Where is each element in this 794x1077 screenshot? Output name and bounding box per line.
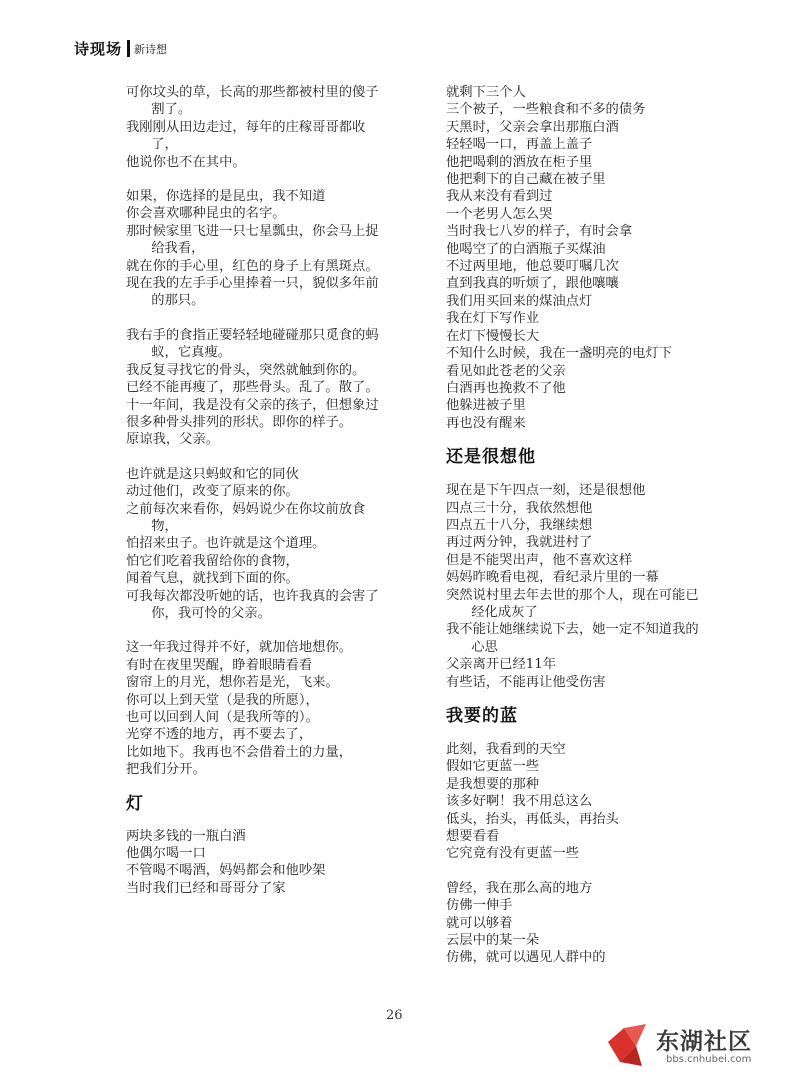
poem-line: 突然说村里去年去世的那个人，现在可能已经化成灰了 (446, 587, 699, 620)
poem-line: 闻着气息，就找到下面的你。 (126, 571, 299, 587)
poem-line: 云层中的某一朵 (446, 933, 540, 949)
poem-line: 他说你也不在其中。 (126, 154, 246, 170)
poem-line: 它究竟有没有更蓝一些 (446, 846, 579, 862)
watermark-text: 东湖社区 (656, 1029, 752, 1055)
poem-line: 四点三十分，我依然想他 (446, 500, 593, 516)
poem-line: 两块多钱的一瓶白酒 (126, 828, 246, 844)
poem-line: 直到我真的听烦了，跟他嚷嚷 (446, 276, 619, 292)
poem-line: 就在你的手心里，红色的身子上有黑斑点。 (126, 258, 379, 274)
poem-line: 白酒再也挽救不了他 (446, 380, 566, 396)
poem-line: 他躲进被子里 (446, 398, 526, 414)
poem-line: 我们用买回来的煤油点灯 (446, 293, 593, 309)
poem-line: 他把喝剩的酒放在柜子里 (446, 154, 593, 170)
watermark-logo-icon (606, 1022, 656, 1068)
poem-line: 怕招来虫子。也许就是这个道理。 (126, 536, 326, 552)
poem-line: 曾经，我在那么高的地方 (446, 880, 593, 896)
poem-line: 看见如此苍老的父亲 (446, 363, 566, 379)
poem-deng-lines (126, 828, 382, 898)
poem-line: 当时我们已经和哥哥分了家 (126, 880, 286, 896)
poem-title-lan: 我要的蓝 (446, 706, 518, 726)
poem-line: 此刻，我看到的天空 (446, 742, 566, 757)
poem-line: 再过两分钟，我就进村了 (446, 535, 593, 551)
poem-line: 父亲离开已经11年 (446, 657, 556, 673)
poem-xiang-lines (446, 482, 706, 691)
poem-line: 假如它更蓝一些 (446, 759, 540, 775)
page-number: 26 (386, 1008, 403, 1023)
poem-line: 三个被子，一些粮食和不多的债务 (446, 102, 646, 118)
poem-line: 怕它们吃着我留给你的食物， (126, 553, 299, 569)
poem-line: 轻轻喝一口，再盖上盖子 (446, 137, 593, 153)
poem-title-xiang: 还是很想他 (446, 447, 536, 468)
poem-line: 低头，抬头，再低头，再抬头 (446, 811, 619, 827)
poem-line: 可你坟头的草，长高的那些都被村里的傻子割了。 (126, 85, 379, 118)
poem-line: 窗帘上的月光，想你若是光，飞来。 (126, 675, 339, 691)
poem-title-deng: 灯 (126, 793, 144, 814)
poem-line: 可我每次都没听她的话，也许我真的会害了你，我可怜的父亲。 (126, 588, 379, 621)
poem-line: 就剩下三个人 (446, 85, 526, 100)
poem-line: 有时在夜里哭醒，睁着眼睛看看 (126, 657, 313, 673)
poem-line: 我从来没有看到过 (446, 189, 553, 205)
left-column (126, 84, 382, 897)
poem-line: 很多种骨头排列的形状。即你的样子。 (126, 414, 353, 430)
poem-line: 他把剩下的自己藏在被子里 (446, 172, 606, 188)
poem-line: 再也没有醒来 (446, 415, 526, 431)
stanza-break (126, 171, 382, 188)
poem-line: 那时候家里飞进一只七星瓢虫，你会马上捉给我看， (126, 223, 379, 257)
poem-line: 不过两里地，他总要叮嘱几次 (446, 259, 619, 275)
poem-line: 你可以上到天堂（是我的所愿）， (126, 692, 319, 708)
page-header (74, 38, 167, 59)
poem-lan-lines (446, 741, 706, 967)
poem-line: 原谅我，父亲。 (126, 432, 220, 448)
stanza-break (126, 310, 382, 327)
poem-line: 现在我的左手手心里捧着一只，貌似多年前的那只。 (126, 276, 379, 309)
watermark (606, 1020, 776, 1070)
poem-line: 十一年间，我是没有父亲的孩子，但想象过 (126, 397, 379, 413)
poem-line: 当时我七八岁的样子，有时会拿 (446, 224, 633, 240)
poem-line: 我反复寻找它的骨头，突然就触到你的。 (126, 362, 366, 378)
poem-line: 动过他们，改变了原来的你。 (126, 484, 299, 500)
poem-line: 这一年我过得并不好，就加倍地想你。 (126, 640, 353, 656)
poem-line: 我刚刚从田边走过，每年的庄稼哥哥都收了， (126, 119, 366, 153)
poem-line: 仿佛，就可以遇见人群中的 (446, 950, 606, 966)
poem-line: 在灯下慢慢长大 (446, 328, 540, 344)
right-column (446, 84, 706, 967)
header-divider (127, 40, 130, 57)
poem-line: 现在是下午四点一刻，还是很想他 (446, 483, 646, 499)
poem-line: 我不能让她继续说下去，她一定不知道我的心思 (446, 622, 699, 655)
watermark-url: bbs.cnhubei.com (666, 1054, 752, 1065)
poem-line: 该多好啊！我不用总这么 (446, 794, 593, 810)
poem-line: 也许就是这只蚂蚁和它的同伙 (126, 466, 299, 482)
poem-line: 我右手的食指正要轻轻地碰碰那只觅食的蚂蚁，它真瘦。 (126, 327, 379, 361)
poem-line: 不知什么时候，我在一盏明亮的电灯下 (446, 346, 673, 362)
poem-line: 也可以回到人间（是我所等的）。 (126, 710, 319, 725)
poem-line: 仿佛一伸手 (446, 898, 513, 914)
poem-line: 有些话，不能再让他受伤害 (446, 674, 606, 690)
poem-line: 光穿不透的地方，再不要去了， (126, 727, 313, 743)
poem-line: 你会喜欢哪种昆虫的名字。 (126, 206, 286, 222)
poem-line: 天黑时，父亲会拿出那瓶白酒 (446, 119, 619, 135)
poem-line: 把我们分开。 (126, 762, 206, 778)
stanza-break (126, 622, 382, 639)
poem-line: 四点五十八分，我继续想 (446, 517, 593, 533)
poem-line: 但是不能哭出声，他不喜欢这样 (446, 552, 633, 568)
poem-line: 妈妈昨晚看电视，看纪录片里的一幕 (446, 570, 659, 586)
poem-line: 就可以够着 (446, 915, 513, 931)
subsection-title: 新诗想 (134, 42, 168, 56)
poem-line: 我在灯下写作业 (446, 311, 540, 327)
poem-line: 如果，你选择的是昆虫，我不知道 (126, 189, 326, 205)
stanza-break (446, 863, 706, 880)
stanza-break (126, 449, 382, 466)
poem-line: 是我想要的那种 (446, 776, 540, 792)
poem-line: 已经不能再瘦了，那些骨头。乱了。散了。 (126, 380, 379, 396)
poem-line: 之前每次来看你，妈妈说少在你坟前放食物， (126, 501, 366, 534)
poem-line: 他喝空了的白酒瓶子买煤油 (446, 241, 606, 257)
poem-line: 他偶尔喝一口 (126, 846, 206, 862)
poem-line: 不管喝不喝酒，妈妈都会和他吵架 (126, 863, 326, 879)
poem-line: 一个老男人怎么哭 (446, 206, 553, 222)
intro-poem (126, 84, 382, 779)
poem-line: 想要看看 (446, 829, 500, 845)
poem-deng-continued (446, 84, 706, 432)
section-title: 诗现场 (74, 40, 123, 58)
poem-line: 比如地下。我再也不会借着土的力量， (126, 744, 353, 760)
